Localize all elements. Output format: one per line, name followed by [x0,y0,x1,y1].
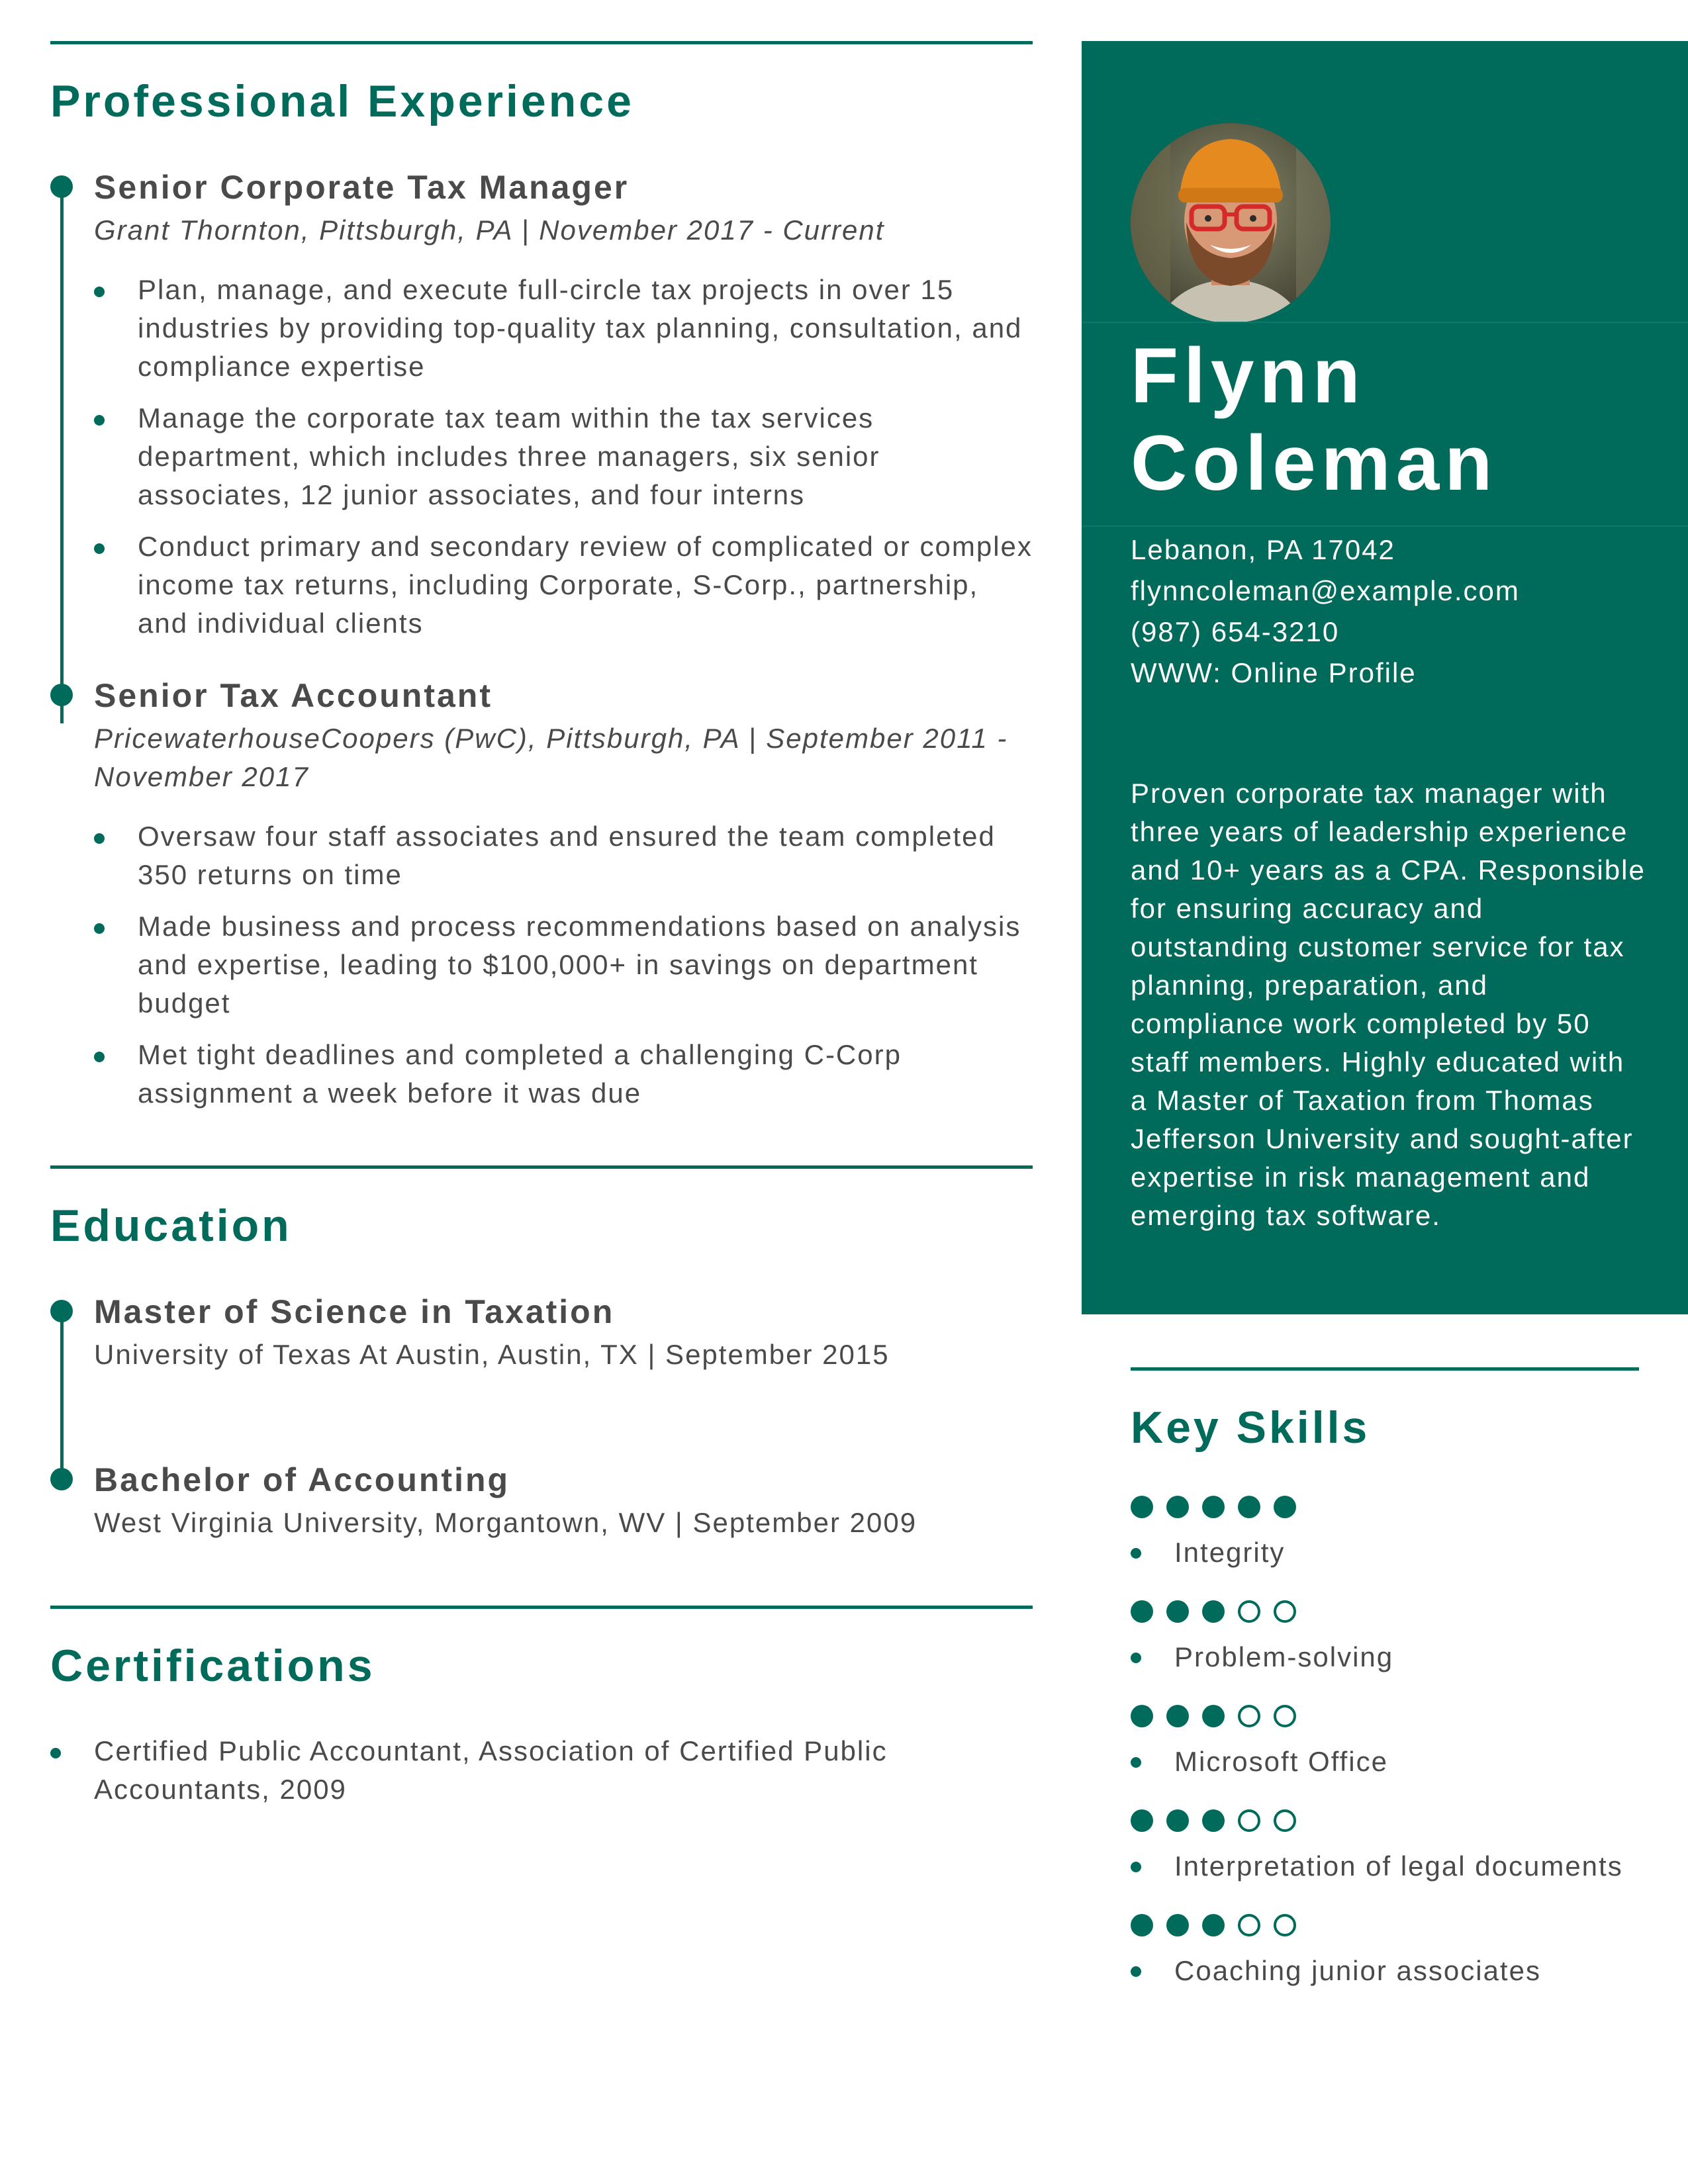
skill-name: Integrity [1131,1533,1639,1572]
rating-filled-dot-icon [1166,1496,1189,1518]
main-column [50,41,1033,1822]
rating-filled-dot-icon [1202,1914,1225,1936]
list-item: Conduct primary and secondary review of complicated or complex income tax returns, including Corporate, S-Corp., partnership, and individual clients [94,527,1033,643]
list-item: Made business and process recommendations based on analysis and expertise, leading to $100,000+ in savings on department budget [94,907,1033,1023]
rating-empty-dot-icon [1274,1600,1296,1623]
skills-list [1131,1495,1639,1990]
first-name: Flynn [1131,332,1366,420]
section-divider [1131,1367,1639,1371]
section-divider [50,1165,1033,1169]
list-item: Oversaw four staff associates and ensured the team completed 350 returns on time [94,817,1033,894]
rating-filled-dot-icon [1131,1496,1153,1518]
rating-empty-dot-icon [1274,1914,1296,1936]
skill-item [1131,1704,1639,1781]
profile-panel [1082,41,1688,1314]
skill-item [1131,1809,1639,1886]
rating-empty-dot-icon [1238,1705,1260,1727]
timeline-line [60,187,64,723]
degree-title: Bachelor of Accounting [94,1461,510,1498]
education-title: Education [50,1201,292,1251]
rating-empty-dot-icon [1238,1809,1260,1832]
job-entry [50,676,1033,1113]
list-item: Plan, manage, and execute full-circle tax projects in over 15 industries by providing top-quality tax planning, consultation, and compliance expertise [94,271,1033,386]
rating-empty-dot-icon [1238,1600,1260,1623]
rating-filled-dot-icon [1131,1705,1153,1727]
skill-name: Interpretation of legal documents [1131,1847,1639,1886]
skills-title: Key Skills [1131,1402,1370,1453]
timeline-line [60,1312,64,1481]
panel-divider [1082,525,1688,527]
rating-empty-dot-icon [1238,1914,1260,1936]
phone-text: (987) 654-3210 [1131,616,1340,647]
skill-rating [1131,1704,1639,1728]
location-text: Lebanon, PA 17042 [1131,534,1395,565]
profile-summary: Proven corporate tax manager with three years of leadership experience and 10+ years as a CPA. Responsible for ensuring accuracy and outstanding customer service for tax planning, preparation, and compliance work completed by 50 staff members. Highly educated with a Master of Taxation from Thomas Jefferson University and sought-after expertise in risk management and emerging tax software. [1131,778,1646,1231]
job-bullets [94,271,1033,643]
skill-name: Problem-solving [1131,1638,1639,1676]
skill-rating [1131,1809,1639,1833]
rating-filled-dot-icon [1202,1809,1225,1832]
job-subtitle: PricewaterhouseCoopers (PwC), Pittsburgh, PA | September 2011 - November 2017 [94,723,1008,792]
education-entry [50,1292,1033,1374]
job-title: Senior Tax Accountant [94,677,492,714]
timeline-dot-icon [50,1468,73,1490]
experience-timeline [50,167,1033,1113]
job-title: Senior Corporate Tax Manager [94,169,630,206]
skill-item [1131,1913,1639,1990]
portrait-image [1131,123,1331,323]
panel-divider [1082,322,1688,323]
rating-filled-dot-icon [1202,1705,1225,1727]
rating-filled-dot-icon [1166,1809,1189,1832]
list-item: Met tight deadlines and completed a challenging C-Corp assignment a week before it was due [94,1036,1033,1113]
skill-rating [1131,1600,1639,1623]
candidate-name [1131,332,1660,507]
degree-detail: West Virginia University, Morgantown, WV | September 2009 [94,1507,917,1538]
rating-filled-dot-icon [1131,1600,1153,1623]
website-link[interactable]: WWW: Online Profile [1131,657,1417,688]
skill-rating [1131,1495,1639,1519]
rating-filled-dot-icon [1238,1496,1260,1518]
rating-filled-dot-icon [1202,1496,1225,1518]
degree-title: Master of Science in Taxation [94,1293,615,1330]
experience-title: Professional Experience [50,76,634,126]
certifications-title: Certifications [50,1641,375,1691]
section-divider [50,41,1033,44]
skill-rating [1131,1913,1639,1937]
skill-name: Microsoft Office [1131,1743,1639,1781]
rating-filled-dot-icon [1131,1809,1153,1832]
job-entry [50,167,1033,643]
rating-filled-dot-icon [1202,1600,1225,1623]
rating-empty-dot-icon [1274,1809,1296,1832]
rating-filled-dot-icon [1166,1705,1189,1727]
skill-item [1131,1495,1639,1572]
email-link[interactable]: flynncoleman@example.com [1131,575,1520,606]
job-bullets [94,817,1033,1113]
degree-detail: University of Texas At Austin, Austin, TX | September 2015 [94,1339,890,1370]
rating-filled-dot-icon [1166,1600,1189,1623]
last-name: Coleman [1131,420,1498,507]
certifications-list [50,1732,1033,1809]
rating-filled-dot-icon [1166,1914,1189,1936]
education-entry [50,1460,1033,1542]
education-timeline [50,1292,1033,1542]
timeline-dot-icon [50,684,73,706]
job-subtitle: Grant Thornton, Pittsburgh, PA | November 2017 - Current [94,214,885,246]
rating-empty-dot-icon [1274,1705,1296,1727]
section-divider [50,1606,1033,1609]
rating-filled-dot-icon [1274,1496,1296,1518]
skill-name: Coaching junior associates [1131,1952,1639,1990]
rating-filled-dot-icon [1131,1914,1153,1936]
contact-info [1131,529,1660,694]
skills-section [1131,1367,1639,1990]
list-item: Manage the corporate tax team within the tax services department, which includes three managers, six senior associates, 12 junior associates, and four interns [94,399,1033,514]
skill-item [1131,1600,1639,1676]
avatar [1131,123,1331,323]
list-item: Certified Public Accountant, Association of Certified Public Accountants, 2009 [50,1732,1033,1809]
